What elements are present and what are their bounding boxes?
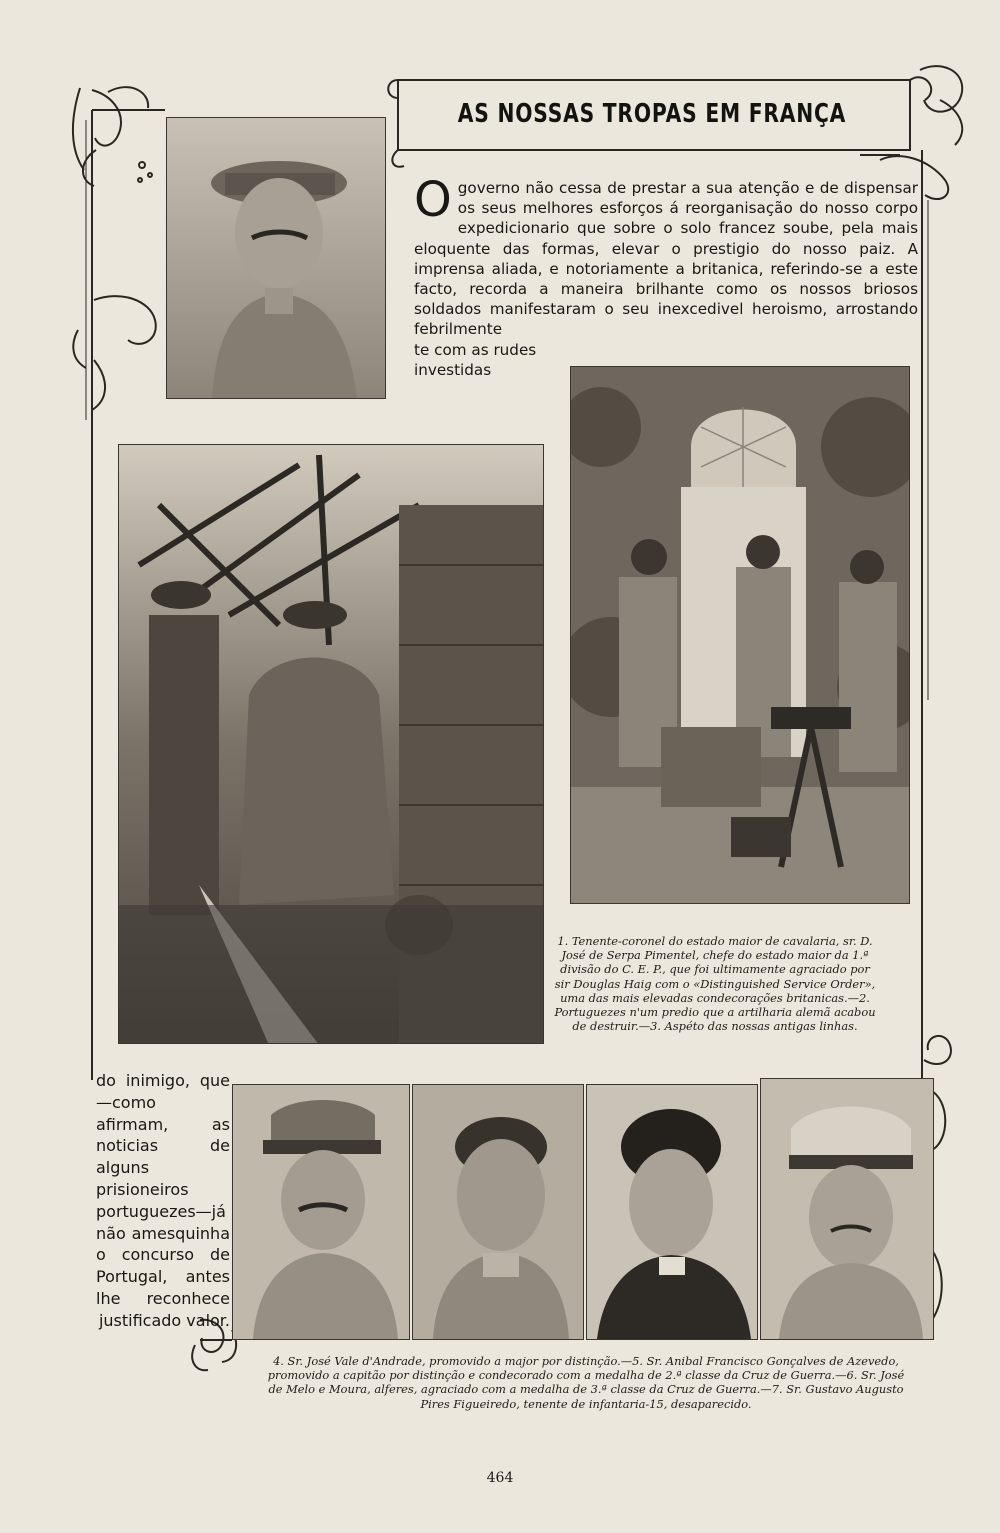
drop-cap: O <box>414 172 452 228</box>
page-title: AS NOSSAS TROPAS EM FRANÇA <box>457 99 847 129</box>
floral-ornament-top-left <box>73 87 156 410</box>
photo-portrait-officer-7 <box>760 1078 934 1340</box>
title-banner <box>402 82 902 146</box>
photo-caption-2: 4. Sr. José Vale d'Andrade, promovido a major por distinção.—5. Sr. Anibal Francisco Gonçalves de Azevedo, promovido a capitão por distinção e condecorado com a medalha de 2.ª classe da Cruz de Guerra.—6. Sr. José de Melo e Moura, alferes, agraciado com a medalha de 3.ª classe da Cruz de Guerra.—7. Sr. Gustavo Augusto Pires Figueiredo, tenente de infantaria-15, desaparecido. <box>267 1354 905 1411</box>
article-continuation: do inimigo, que—como afirmam, as noticias de alguns prisioneiros portuguezes—já não amesquinha o concurso de Portugal, antes lhe reconhece justificado valor. <box>96 1071 230 1330</box>
article-paragraph: governo não cessa de prestar a sua atenção e de dispensar os seus melhores esforços á reorganisação do nosso corpo expedicionario que sobre o solo francez soube, pela mais eloquente das formas, elevar o prestigio do nosso paiz. A imprensa aliada, e notoriamente a britanica, referindo-se a este facto, recorda a maneira brilhante como os nossos briosos soldados manifestaram o seu inexcedivel heroismo, arrostando febrilmente <box>414 179 918 339</box>
photo-portrait-officer-4 <box>232 1084 410 1340</box>
photo-soldiers-machine-gun <box>570 366 910 904</box>
photo-caption-1: 1. Tenente-coronel do estado maior de cavalaria, sr. D. José de Serpa Pimentel, chefe do estado maior da 1.ª divisão do C. E. P., que foi ultimamente agraciado por sir Douglas Haig com o «Distinguished Service Order», uma das mais elevadas condecorações britanicas.—2. Portuguezes n'um predio que a artilharia alemã acabou de destruir.—3. Aspéto das nossas antigas linhas. <box>554 934 876 1034</box>
photo-soldiers-ruined-building <box>118 444 544 1044</box>
photo-portrait-officer-6 <box>586 1084 758 1340</box>
photo-portrait-officer-5 <box>412 1084 584 1340</box>
article-body <box>414 172 918 380</box>
photo-portrait-officer-1 <box>166 117 386 399</box>
article-paragraph-tail: te com as rudes investidas <box>414 340 537 379</box>
page-number: 464 <box>486 1470 514 1486</box>
